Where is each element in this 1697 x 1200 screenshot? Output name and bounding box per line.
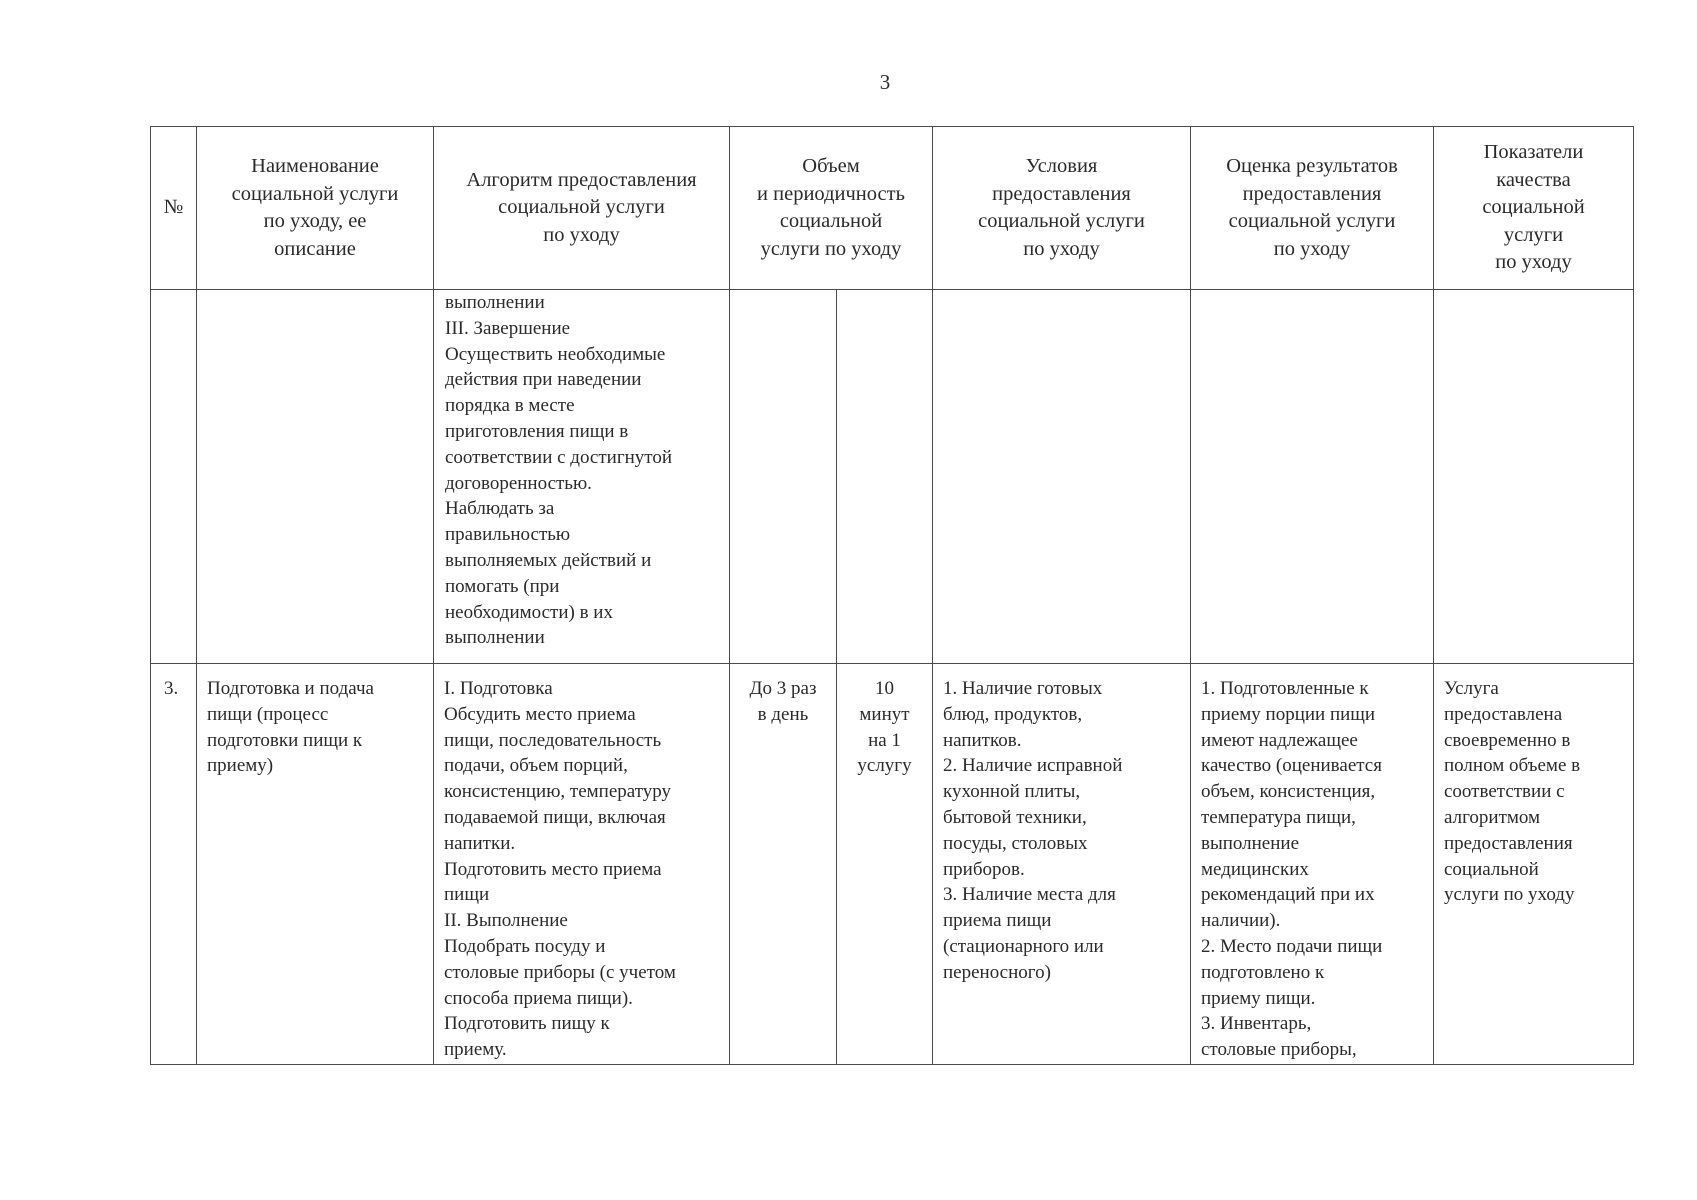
header-algorithm: Алгоритм предоставления социальной услуги по уходу — [434, 127, 730, 290]
header-service-name: Наименование социальной услуги по уходу, ее описание — [197, 127, 434, 290]
page-number: 3 — [879, 70, 891, 94]
cell-service-name — [197, 290, 434, 664]
cell-volume — [730, 290, 837, 664]
header-quality: Показатели качества социальной услуги по уходу — [1434, 127, 1634, 290]
cell-evaluation — [1191, 290, 1434, 664]
header-evaluation: Оценка результатов предоставления социальной услуги по уходу — [1191, 127, 1434, 290]
cell-number — [151, 290, 197, 664]
table-row — [151, 664, 1634, 1065]
header-number: № — [151, 127, 197, 290]
cell-periodicity — [837, 290, 933, 664]
cell-evaluation: 1. Подготовленные к приему порции пищи имеют надлежащее качество (оценивается объем, консистенция, температура пищи, выполнение медицинских рекомендаций при их наличии). 2. Место подачи пищи подготовлено к приему пищи. 3. Инвентарь, столовые приборы, — [1191, 664, 1434, 1065]
cell-volume: До 3 раз в день — [730, 664, 837, 1065]
cell-service-name: Подготовка и подача пищи (процесс подготовки пищи к приему) — [197, 664, 434, 1065]
cell-conditions — [933, 290, 1191, 664]
header-conditions: Условия предоставления социальной услуги по уходу — [933, 127, 1191, 290]
table-header-row — [151, 127, 1634, 290]
cell-quality — [1434, 290, 1634, 664]
cell-quality: Услуга предоставлена своевременно в полном объеме в соответствии с алгоритмом предоставления социальной услуги по уходу — [1434, 664, 1634, 1065]
header-volume-periodicity: Объем и периодичность социальной услуги по уходу — [730, 127, 933, 290]
cell-conditions: 1. Наличие готовых блюд, продуктов, напитков. 2. Наличие исправной кухонной плиты, бытовой техники, посуды, столовых приборов. 3. Наличие места для приема пищи (стационарного или переносного) — [933, 664, 1191, 1065]
cell-algorithm: выполнении III. Завершение Осуществить необходимые действия при наведении порядка в месте приготовления пищи в соответствии с достигнутой договоренностью. Наблюдать за правильностью выполняемых действий и помогать (при необходимости) в их выполнении — [434, 290, 730, 664]
cell-algorithm: I. Подготовка Обсудить место приема пищи, последовательность подачи, объем порций, консистенцию, температуру подаваемой пищи, включая напитки. Подготовить место приема пищи II. Выполнение Подобрать посуду и столовые приборы (с учетом способа приема пищи). Подготовить пищу к приему. — [434, 664, 730, 1065]
social-services-table — [150, 126, 1634, 1065]
table-row — [151, 290, 1634, 664]
cell-number: 3. — [151, 664, 197, 1065]
cell-periodicity: 10 минут на 1 услугу — [837, 664, 933, 1065]
